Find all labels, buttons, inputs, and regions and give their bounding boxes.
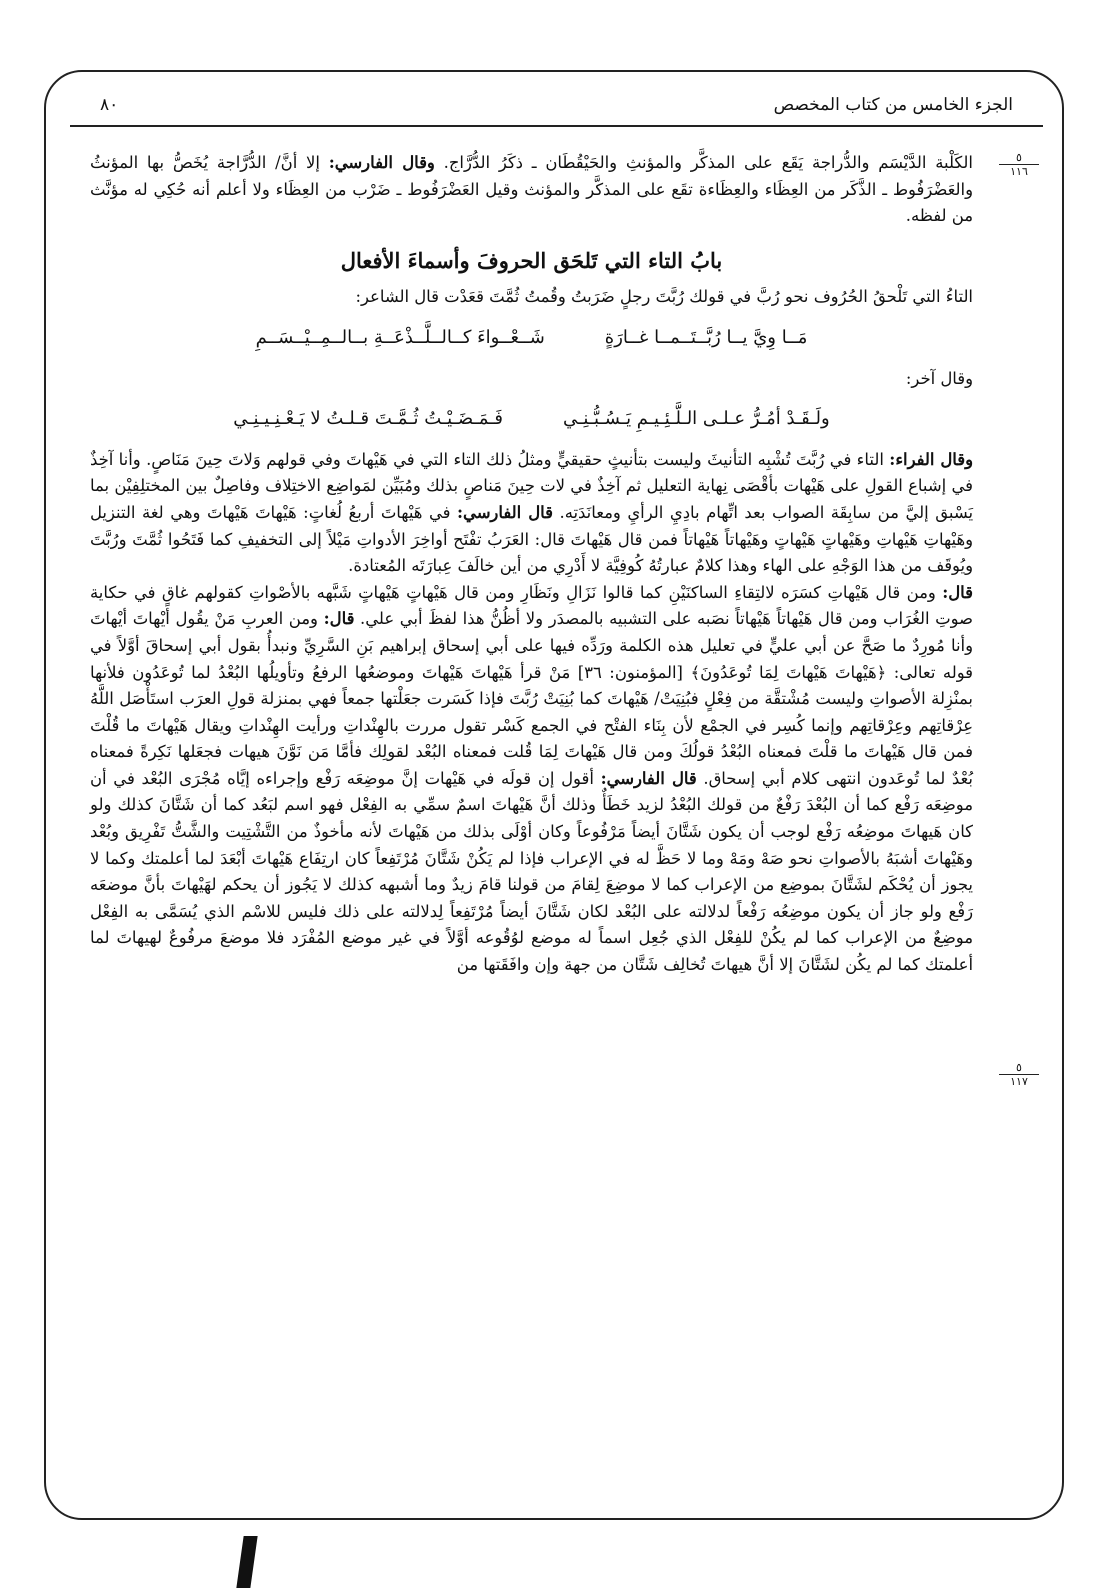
section-heading: بابُ التاء التي تَلحَق الحروفَ وأسماءَ الأفعال bbox=[340, 247, 723, 273]
page-header bbox=[100, 92, 1013, 118]
page-body bbox=[90, 150, 973, 979]
poetry-verse bbox=[90, 325, 973, 352]
margin-marker: ٥ ١١٦ bbox=[999, 152, 1039, 177]
header-rule bbox=[70, 125, 1043, 127]
verse-hemistich: فَـمَـضَـيْـتُ ثُـمَّـتَ قـلـتُ لا يَـعْـنِـيـنِـي bbox=[233, 408, 504, 430]
verse-hemistich: شَــعْــواءَ كــالــلَّــذْعَــةِ بــالــمِــيْــسَــمِ bbox=[255, 326, 545, 348]
paragraph: وقال آخر: bbox=[905, 368, 973, 388]
paragraph: قال: ومن قال هَيْهاتِ كسَرَه لالتِقاءِ الساكنَيْنِ كما قالوا نَزَالِ ونَظَارِ ومن قال هَيْهاتٍ هَيْهاتٍ شَبَّهه بالأصْواتِ كقولهم غاقٍ في حكاية صوتِ الغُرَاب ومن قال هَيْهاتاً هَيْهاتاً نصَبه على التشبيه بالمصدَر ولا أظُنُّ هذا لفظَ أبي علي. قال: ومن العربِ مَنْ يقُول أيْهاتَ أيْهاتَ وأنا مُورِدٌ ما صَحَّ عن أبي عليٍّ في تعليل هذه الكلمة ورَدِّه فيها على أبي إسحاق إبراهيم بَنِ السَّرِيِّ ونبدأُ بقول أبي إسحاقَ أوَّلاً في قوله تعالى: ﴿هَيْهاتَ هَيْهاتَ لِمَا تُوعَدُونَ﴾ [المؤمنون: ٣٦] مَنْ قرأ هَيْهاتَ هَيْهاتَ وموضعُها الرفعُ وتأويلُها البُعْدُ لما تُوعَدُون فلأنها بمنْزِلة الأصواتِ وليست مُشْتقَّة من فِعْلٍ فبُنِيَتْ/ هَيْهاتَ كما بُنِيَتْ رُبَّتَ فإذا كَسَرت جعَلْتها جمعاً فهي بمنزلة قولِ العرَب استَأْصَل اللَّهُ عِرْقاتِهم وعِرْقاتِهم وإنما كُسِر في الجمْع لأن بِنَاء الفتْح في الجمع كَسْر تقول مررت بالهِنْداتِ ورأيت الهِنْداتِ ويقال هَيْهاتَ ما قُلْتَ فمن قال هَيْهاتَ ما قلْتَ فمعناه البُعْدُ قولُكَ ومن قال هَيْهاتَ لِمَا قُلت فمعناه البُعْد لقولِك فأمَّا مَن نَوَّنَ هيهات فجعَلها نَكِرةً فمعناه بُعْدٌ لما تُوعَدون انتهى كلام أبي إسحاق. قال الفارسي: أقول إن قولَه في هَيْهات إنَّ موضِعَه رَفْع وإجراءه إيَّاه مُجْرَى البُعْد في أن موضِعَه رَفْع كما أن البُعْدَ رَفْعٌ من قولك البُعْدُ لزيد خَطَأٌ وذلك أنَّ هَيْهاتَ اسمٌ سمِّي به الفِعْل فهو اسم لبَعُد كما أن شَتَّانَ كذلك ولو كان هَيهاتَ موضِعُه رَفْع لوجب أن يكون شَتَّانَ أيضاً مَرْفُوعاً وكان أوْلَى بذلك من هَيْهاتَ لأنه مأخوذٌ من التَّشْتِيت والشَّتُّ تَفْرِيق وبُعْد وهَيْهاتَ أشبَهُ بالأصواتِ نحو صَهْ ومَهْ وما لا حَظَّ له في الإعراب فإذا لم يَكُنْ شَتَّانَ مُرْتَفِعاً كان ارتِفَاع هَيْهاتَ أبْعَدَ لما أعلمتك وكما لا يجوز أن يُحْكَم لشَتَّانَ بموضِع من الإعراب كما لا موضِعَ لِقامَ من قولنا قامَ زيدٌ وما أشبهه كذلك لا يَجُوز أن يحكم لهَيْهاتَ بأنَّ موضعَه رَفْع ولو جاز أن يكون موضِعُه رَفْعاً لدلالته على البُعْد لكان شَتَّانَ أيضاً مُرْتَفِعاً لِدلالته على ذلك فليس للاسْم الذي يُسَمَّى به الفِعْل موضِعٌ من الإعراب كما لم يكُنْ للفِعْل الذي جُعِل اسماً له موضع لوُقُوعه أوَّلاً في غير موضع المُفْرَد فلا موضعَ مرفُوعٌ لهيهاتَ لما أعلمتك كما لم يكُن لشَتَّانَ إلا أنَّ هيهاتَ تُخالِف شَتَّان من جهة وإن وافَقَتها من bbox=[90, 582, 974, 975]
poetry-verse bbox=[90, 406, 973, 433]
verse-hemistich: مَــا وِيَّ يــا رُبَّــتَــمــا غــارَةٍ bbox=[604, 326, 808, 348]
margin-marker: ٥ ١١٧ bbox=[999, 1062, 1039, 1087]
scan-artifact-mark bbox=[236, 1536, 257, 1588]
paragraph: التاءُ التي تَلْحقُ الحُرُوف نحو رُبَّ في قولك رُبَّتَ رجلٍ ضَرَبتُ وقُمتُ ثُمَّتَ قعَدْت قال الشاعر: bbox=[355, 287, 973, 307]
paragraph: الكَلْبة الدَّيْسَم والدُّراجة يَقَع على المذكَّر والمؤنثِ والحَيْقُطَان ـ ذكَرُ الدُّرَّاج. وقال الفارسي: إلا أنَّ/ الدُّرَّاجة يُخَصُّ بها المؤنثُ والعَضْرَفُوط ـ الذَّكَر من العِظَاء والعِظَاءة تقَع على المذكَّر والمؤنث وقيل العَضْرَفُوط ـ ضَرْب من العِظَاء ولا أعلم أنه حُكِي له مؤنَّث من لفظه. bbox=[90, 153, 973, 226]
verse-hemistich: ولَـقَـدْ أمُـرُّ عـلـى الـلَّـئِـيـمِ يَـسُـبُّـنِـي bbox=[563, 408, 830, 430]
book-title: الجزء الخامس من كتاب المخصص bbox=[773, 95, 1013, 115]
page-number: ٨٠ bbox=[100, 95, 119, 115]
paragraph: وقال الفراء: التاء في رُبَّتَ تُشْبِه التأنيثَ وليست بتأنيثٍ حقيقيٍّ ومثلُ ذلك التاء التي في هَيْهاتَ وفي قولهم وَلاتَ حِينَ مَنَاصٍ. وأنا آخِذٌ في إشباع القولِ على هَيْهات بأقْصَى نِهاية التعليل ثم آخِذٌ في لات حِينَ مَناصٍ بذلك ومُبَيِّن لمَواضِع الاختِلاف وفاصِلٌ بين المختلِفِيْن بما يَسْبق إليَّ من سابِقَة الصواب بعد اتِّهام بادِيِ الرأيِ ومعانَدَتِه. قال الفارسي: في هَيْهاتَ أربعُ لُغاتٍ: هَيْهاتَ هَيْهاتَ وهي لغة التنزيل وهَيْهاتِ هَيْهاتِ وهَيْهاتٍ هَيْهاتٍ وهَيْهاتاً هَيْهاتاً فمن قال هَيْهاتَ قال: العَرَبُ تفْتَح أواخِرَ الأدواتِ مَيْلاً إلى التخفيفِ كما فَتَحُوا ثُمَّتَ ورُبَّتَ ويُوقَف من هذا الوَجْهِ على الهاء وهذا كلامٌ عبارتُهُ كُوفِيَّة لا أَدْرِي من أين خالَفَ عِبارَتَه المُعتادة. bbox=[90, 449, 974, 576]
